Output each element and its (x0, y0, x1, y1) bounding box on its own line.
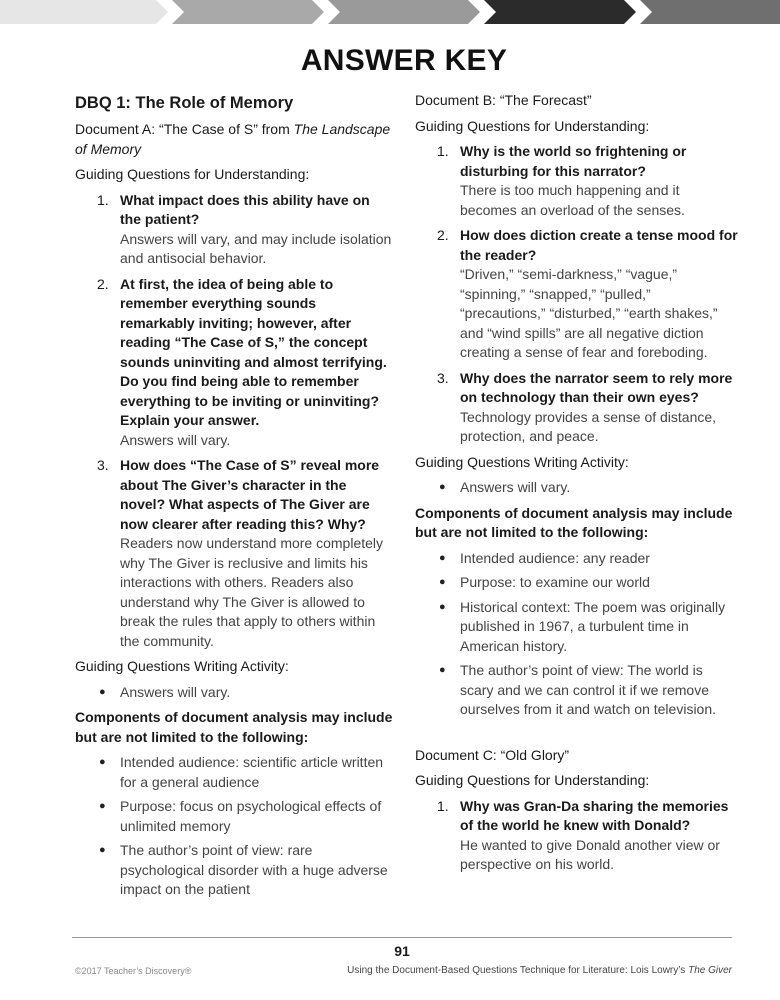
footer-divider (72, 937, 732, 938)
question-item: 2. At first, the idea of being able to remember everything sounds remarkably inviting; however, after reading “The Case of S,” the concept sounds uninviting and almost terrifying. Do you find being able to remember everything to be inviting or uninviting? Explain your answer. Answers will vary. (75, 275, 393, 451)
answer-text: He wanted to give Donald another view or perspective on his world. (460, 836, 720, 872)
header-tab-1 (0, 0, 168, 24)
list-item: ● Purpose: focus on psychological effects of unlimited memory (99, 798, 382, 834)
answer-text: “Driven,” “semi-darkness,” “vague,” “spinning,” “snapped,” “pulled,” “precautions,” “disturbed,” “earth shakes,” and “wind spills” are all negative diction creating a sense of fear and foreboding. (460, 266, 718, 360)
question-item: 2. How does diction create a tense mood for the reader? “Driven,” “semi-darkness,” “vague,” “spinning,” “snapped,” “pulled,” “precautions,” “disturbed,” “earth shakes,” and “wind spills” are all negative diction creating a sense of fear and foreboding. (415, 226, 740, 363)
answer-text: Technology provides a sense of distance, protection, and peace. (460, 408, 717, 444)
list-item: ● Intended audience: scientific article written for a general audience (99, 754, 384, 790)
question-list (415, 142, 740, 447)
document-a-title: Document A: “The Case of S” from The Landscape of Memory (75, 121, 391, 157)
components-list (75, 753, 393, 900)
list-item: ● Intended audience: any reader (439, 549, 650, 566)
guiding-understanding-label: Guiding Questions for Understanding: (415, 772, 650, 788)
list-item: ● Historical context: The poem was originally published in 1967, a turbulent time in American history. (439, 598, 726, 654)
page-title: ANSWER KEY (300, 44, 508, 77)
question-list (415, 797, 740, 875)
header-tab-4 (484, 0, 636, 24)
header-tab-3 (328, 0, 480, 24)
question-item: 1. Why is the world so frightening or disturbing for this narrator? There is too much happening and it becomes an overload of the senses. (415, 142, 740, 220)
writing-bullets (415, 478, 740, 498)
copyright: ©2017 Teacher’s Discovery® (75, 966, 192, 976)
list-item: ● The author’s point of view: rare psychological disorder with a huge adverse impact on the patient (99, 842, 388, 897)
answer-text: Answers will vary, and may include isolation and antisocial behavior. (120, 230, 392, 266)
document-c-title: Document C: “Old Glory” (415, 746, 570, 763)
guiding-writing-label: Guiding Questions Writing Activity: (415, 453, 629, 470)
page-number: 91 (394, 943, 410, 959)
question-item: 1. What impact does this ability have on the patient? Answers will vary, and may include isolation and antisocial behavior. (75, 191, 393, 269)
list-item: ● Purpose: to examine our world (439, 574, 650, 590)
header-tab-5 (640, 0, 780, 24)
list-item: ● Answers will vary. (99, 683, 231, 700)
writing-bullets (75, 683, 393, 703)
guiding-understanding-label: Guiding Questions for Understanding: (415, 117, 650, 134)
list-item: ● Answers will vary. (439, 479, 571, 495)
components-heading: Components of document analysis may include but are not limited to the following: (415, 504, 733, 540)
section-spacer (415, 726, 740, 746)
question-text: How does “The Case of S” reveal more about The Giver’s character in the novel? What aspects of The Giver are now clearer after reading this? Why? (120, 457, 380, 532)
components-heading: Components of document analysis may include but are not limited to the following: (75, 709, 393, 745)
header-tab-2 (172, 0, 324, 24)
answer-text: There is too much happening and it becomes an overload of the senses. (460, 182, 685, 218)
question-text: Why is the world so frightening or disturbing for this narrator? (460, 143, 687, 179)
document-b-title: Document B: “The Forecast” (415, 92, 592, 108)
question-text: How does diction create a tense mood for the reader? (460, 227, 738, 263)
guiding-understanding-label: Guiding Questions for Understanding: (75, 166, 310, 182)
footer-title: Using the Document-Based Questions Technique for Literature: Lois Lowry’s The Giver (347, 965, 732, 976)
question-text: What impact does this ability have on the patient? (120, 191, 370, 227)
question-item: 3. Why does the narrator seem to rely more on technology than their own eyes? Technology provides a sense of distance, protection, and peace. (415, 369, 740, 447)
guiding-writing-label: Guiding Questions Writing Activity: (75, 658, 289, 674)
question-text: Why does the narrator seem to rely more on technology than their own eyes? (460, 369, 733, 405)
components-list (415, 549, 740, 720)
dbq-heading: DBQ 1: The Role of Memory (75, 94, 294, 112)
question-list (75, 191, 393, 652)
list-item: ● The author’s point of view: The world is scary and we can control it if we remove ourselves from it and watch on television. (439, 662, 717, 717)
question-item: 3. How does “The Case of S” reveal more about The Giver’s character in the novel? What aspects of The Giver are now clearer after reading this? Why? Readers now understand more completely why The Giver is reclusive and limits his interactions with others. Readers also understand why The Giver is allowed to break the rules that apply to others within the community. (75, 456, 393, 651)
header-tab-strip (0, 0, 780, 24)
question-text: Why was Gran-Da sharing the memories of the world he knew with Donald? (460, 797, 729, 833)
right-column (415, 91, 740, 881)
left-column (75, 92, 393, 906)
answer-text: Readers now understand more completely why The Giver is reclusive and limits his interactions with others. Readers also understand why The Giver is allowed to break the rules that apply to others within the community. (120, 535, 384, 649)
answer-text: Answers will vary. (120, 431, 231, 448)
question-text: At first, the idea of being able to remember everything sounds remarkably inviting; however, after reading “The Case of S,” the concept sounds uninviting and almost terrifying. Do you find being able to remember everything to be inviting or uninviting? Explain your answer. (120, 275, 387, 428)
question-item: 1. Why was Gran-Da sharing the memories of the world he knew with Donald? He wanted to give Donald another view or perspective on his world. (415, 797, 740, 875)
